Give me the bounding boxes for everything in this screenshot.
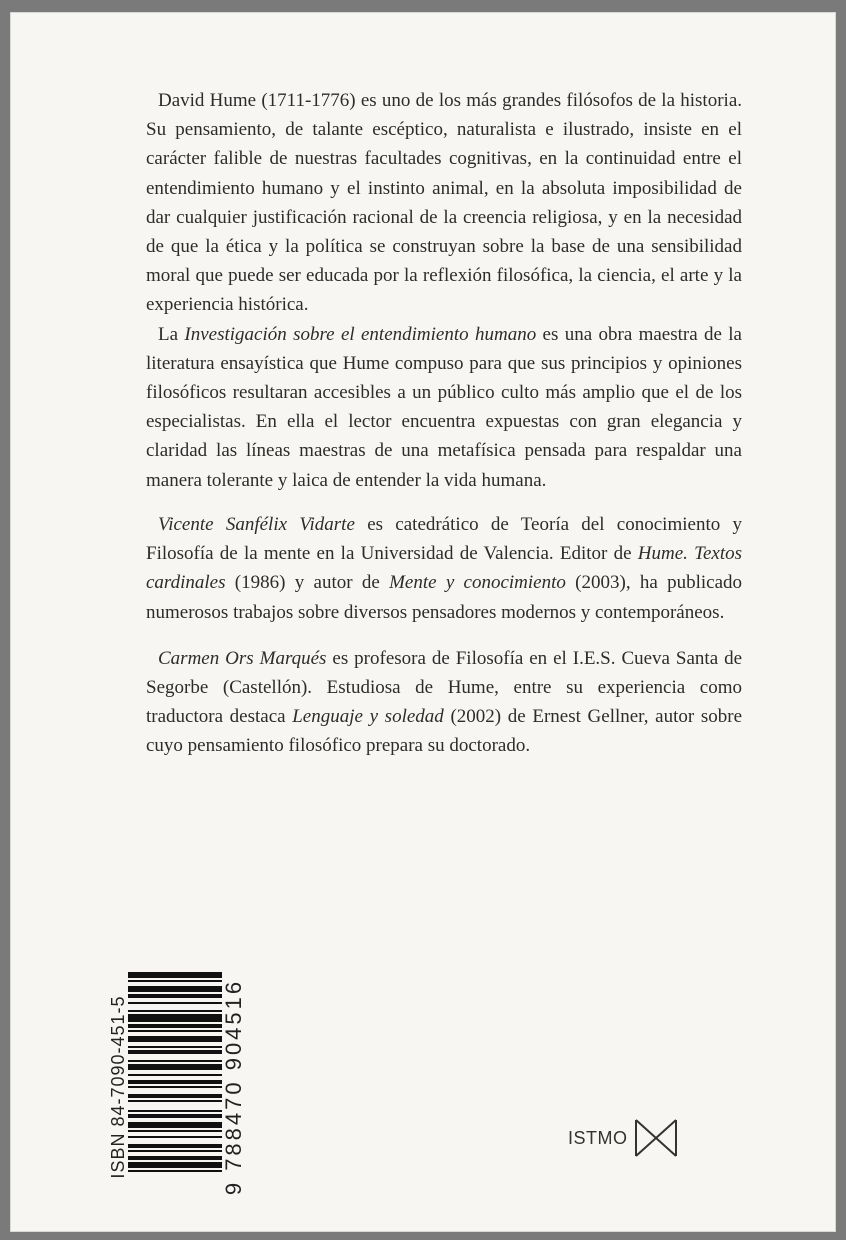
book-description: [146, 86, 742, 495]
back-cover: [10, 12, 836, 1232]
author-name: Carmen Ors Marqués: [158, 647, 327, 669]
barcode: [106, 972, 256, 1202]
barcode-bars: [128, 972, 222, 1194]
istmo-bowtie-icon: [632, 1118, 680, 1158]
description-paragraph-2: La Investigación sobre el entendimiento humano es una obra maestra de la literatura ensayística que Hume compuso para que sus principios y opiniones filosóficos resultaran accesibles a un público culto más amplio que el de los especialistas. En ella el lector encuentra expuestas con gran elegancia y claridad las líneas maestras de una metafísica pensada para respaldar una manera tolerante y laica de entender la vida humana.: [146, 323, 742, 491]
publisher-logo: [568, 1118, 680, 1158]
isbn-number: ISBN 84-7090-451-5: [108, 995, 128, 1179]
book-title: Investigación sobre el entendimiento humano: [184, 323, 537, 345]
description-paragraph-1: David Hume (1711-1776) es uno de los más grandes filósofos de la historia. Su pensamiento, de talante escéptico, naturalista e ilustrado, insiste en el carácter falible de nuestras facultades cognitivas, en la continuidad entre el entendimiento humano y el instinto animal, en la absoluta imposibilidad de dar cualquier justificación racional de la creencia religiosa, y en la necesidad de que la ética y la política se construyan sobre la base de una sensibilidad moral que puede ser educada por la reflexión filosófica, la ciencia, el arte y la experiencia histórica.: [146, 90, 742, 316]
author-bios: [146, 510, 742, 778]
publisher-name: ISTMO: [568, 1127, 628, 1148]
bio-sanfelix: Vicente Sanfélix Vidarte es catedrático de Teoría del conocimiento y Filosofía de la mente en la Universidad de Valencia. Editor de Hume. Textos cardinales (1986) y autor de Mente y conocimiento (2003), ha publicado numerosos trabajos sobre diversos pensadores modernos y contemporáneos.: [146, 514, 742, 623]
ean-number: 9 788470 904516: [221, 978, 246, 1196]
author-name: Vicente Sanfélix Vidarte: [158, 514, 355, 535]
bio-ors: Carmen Ors Marqués es profesora de Filosofía en el I.E.S. Cueva Santa de Segorbe (Castellón). Estudiosa de Hume, entre su experiencia como traductora destaca Lenguaje y soledad (2002) de Ernest Gellner, autor sobre cuyo pensamiento filosófico prepara su doctorado.: [146, 647, 743, 757]
